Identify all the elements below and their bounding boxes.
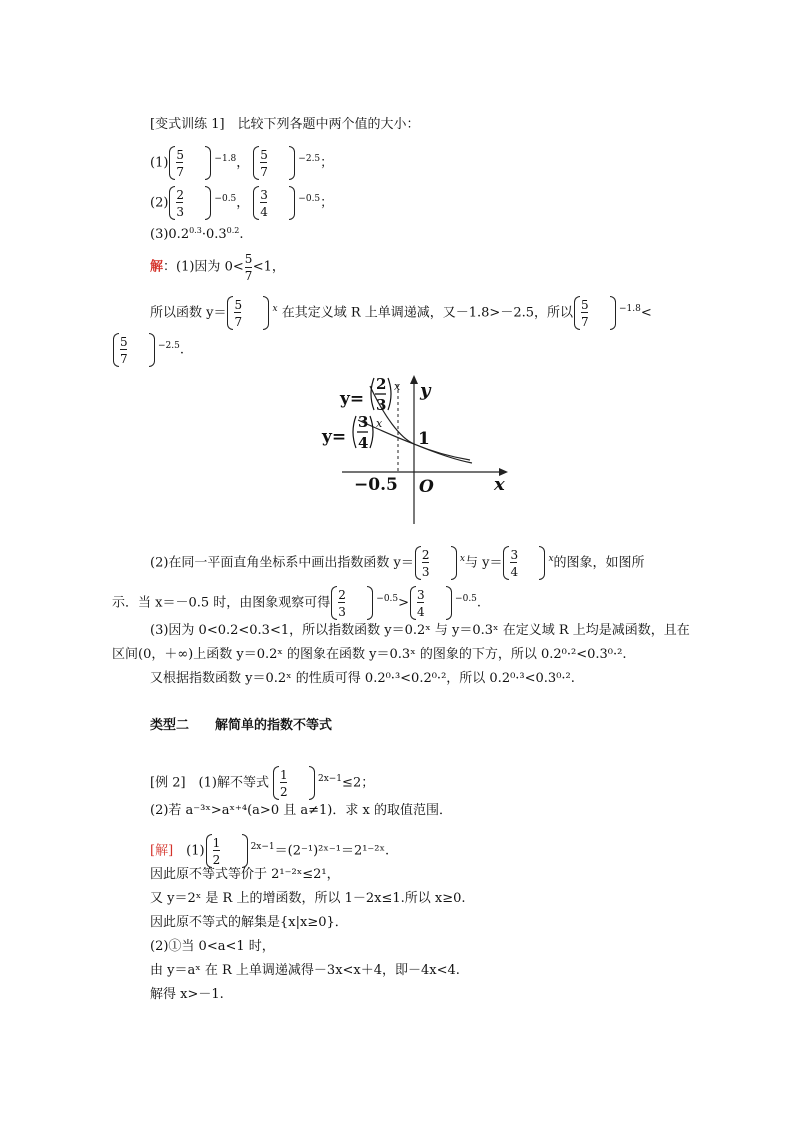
label-y-two-thirds: y= — [340, 389, 365, 409]
solution-line-3: $\frac{5}{7}$ −2.5. — [112, 333, 184, 367]
example2-line-6: 因此原不等式的解集是{x|x≥0}． — [150, 915, 348, 930]
exponential-graph — [318, 372, 518, 528]
svg-text:3: 3 — [376, 396, 387, 414]
axis-label-y: y — [420, 380, 431, 401]
example2-line-9: 解得 x>－1. — [150, 987, 224, 1002]
label-one: 1 — [418, 429, 430, 449]
example2-line-2: (2)若 a⁻³ˣ>aˣ⁺⁴(a>0 且 a≠1)．求 x 的取值范围． — [150, 803, 452, 818]
exercise-part-2: (2) $\frac{2}{3}$ −0.5， $\frac{3}{4}$ −0.5； — [150, 188, 334, 219]
exercise-part-1: (1) $\frac{5}{7}$ −1.8， $\frac{5}{7}$ −2.5； — [150, 148, 334, 179]
svg-text:3: 3 — [358, 413, 369, 431]
example2-line-5: 又 y＝2ˣ 是 R 上的增函数，所以 1－2x≤1.所以 x≥0. — [150, 891, 466, 906]
svg-text:x: x — [376, 417, 383, 430]
section-title-type2: 类型二 解简单的指数不等式 — [150, 718, 333, 733]
example2-line-4: 因此原不等式等价于 2¹⁻²ˣ≤2¹， — [150, 867, 340, 882]
exercise-part-3: $(3)0.2^{0.3}\cdot 0.3^{0.2}$. — [150, 226, 244, 242]
example2-line-7: (2)①当 0<a<1 时， — [150, 939, 275, 954]
solution-line-1: 解：(1)因为 0< $\frac{5}{7}$ <1， — [150, 252, 285, 283]
exercise-title: [变式训练 1] 比较下列各题中两个值的大小： — [150, 117, 420, 132]
part3-line-1: (3)因为 0<0.2<0.3<1，所以指数函数 y＝0.2ˣ 与 y＝0.3ˣ 在定义域 R 上均是减函数，且在 — [150, 623, 690, 638]
example2-solution-1: [解] (1) $\frac{1}{2}$ 2x−1＝(2⁻¹)²ˣ⁻¹＝2¹⁻²ˣ. — [150, 836, 390, 867]
part3-line-2: 区间(0，＋∞)上函数 y＝0.2ˣ 的图象在函数 y＝0.3ˣ 的图象的下方，所以 0.2⁰·²<0.3⁰·². — [112, 647, 627, 662]
solution-line-2: 所以函数 y＝ $\frac{5}{7}$ x 在其定义域 R 上单调递减，又－1.8>－2.5，所以 $\frac{5}{7}$ −1.8< — [150, 298, 652, 329]
example2-line-8: 由 y＝aˣ 在 R 上单调递减得－3x<x＋4，即－4x<4. — [150, 963, 460, 978]
label-neg-half: −0.5 — [354, 475, 398, 495]
label-y-three-quarters: y= — [322, 427, 347, 447]
example2-line-1: [例 2] (1)解不等式 $\frac{1}{2}$ 2x−1≤2； — [150, 768, 375, 799]
label-origin: O — [419, 477, 434, 497]
axis-label-x: x — [494, 474, 505, 495]
solution-label: 解 — [150, 259, 164, 275]
part3-line-3: 又根据指数函数 y＝0.2ˣ 的性质可得 0.2⁰·³<0.2⁰·²，所以 0.2⁰·³<0.3⁰·². — [150, 671, 575, 686]
part2-line-2: 示．当 x＝－0.5 时，由图象观察可得 $\frac{2}{3}$ −0.5> $\frac{3}{4}$ −0.5. — [112, 588, 482, 619]
svg-text:2: 2 — [376, 375, 387, 393]
svg-text:x: x — [394, 380, 401, 393]
svg-text:4: 4 — [358, 434, 369, 452]
part2-line-1: (2)在同一平面直角坐标系中画出指数函数 y＝ $\frac{2}{3}$ x与 y＝ $\frac{3}{4}$ x的图象，如图所 — [150, 548, 645, 579]
example2-solution-label: [解] — [150, 843, 174, 859]
